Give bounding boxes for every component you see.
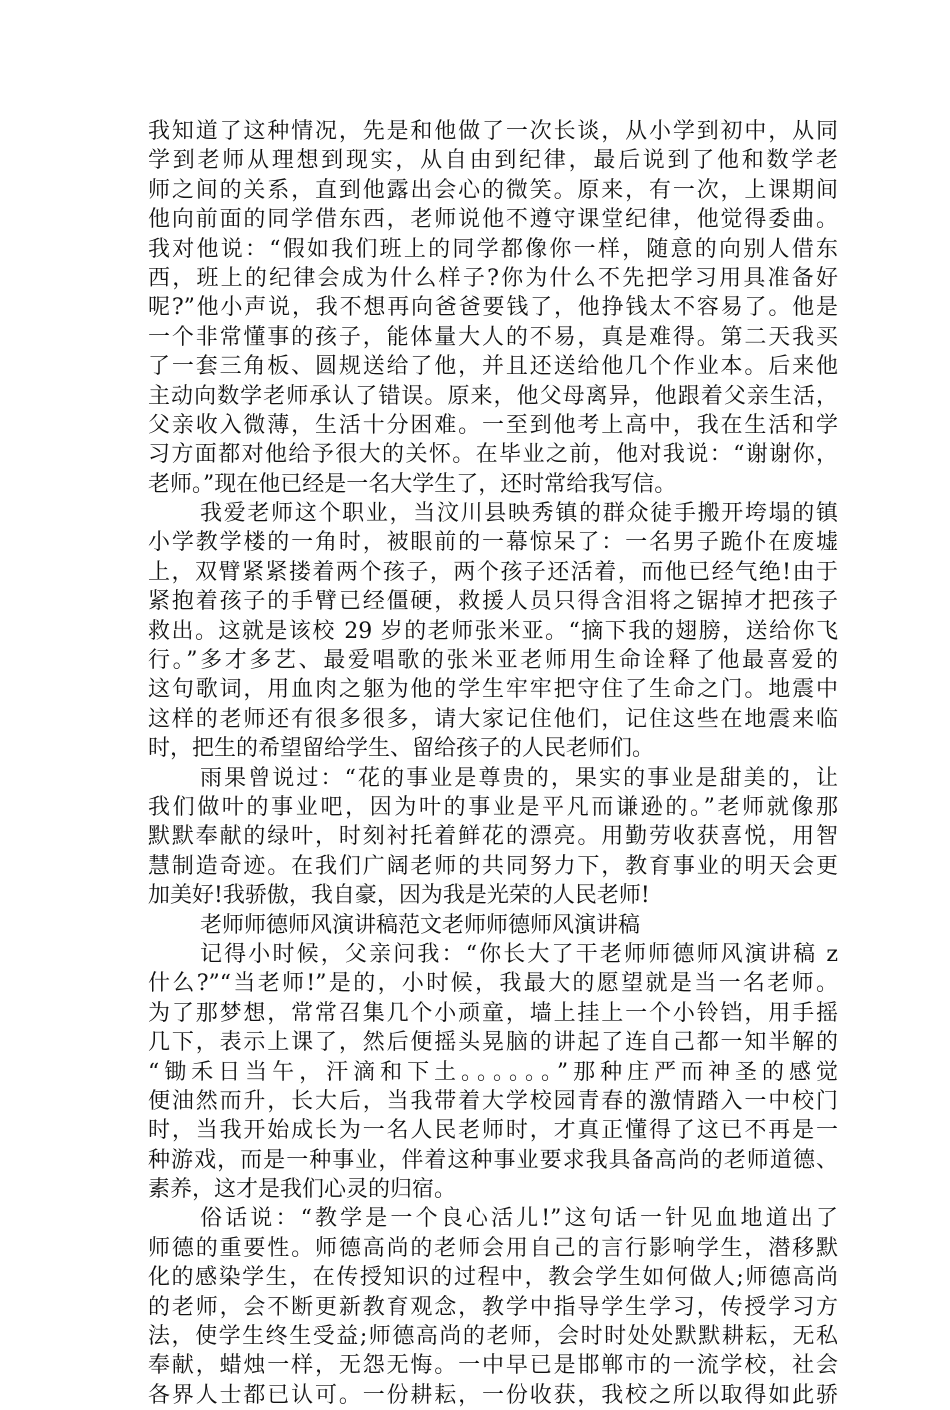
text-line: 什么?”“当老师!”是的，小时候，我最大的愿望就是当一名老师。 [148, 971, 838, 997]
paragraph-first-line: 我爱老师这个职业，当汶川县映秀镇的群众徒手搬开垮塌的镇 [200, 501, 838, 527]
text-line: 我对他说：“假如我们班上的同学都像你一样，随意的向别人借东 [148, 236, 838, 262]
text-line: 呢?”他小声说，我不想再向爸爸要钱了，他挣钱太不容易了。他是 [148, 295, 838, 321]
text-line: 时，当我开始成长为一名人民老师时，才真正懂得了这已不再是一 [148, 1118, 838, 1144]
text-line: 小学教学楼的一角时，被眼前的一幕惊呆了：一名男子跪仆在废墟 [148, 530, 838, 556]
text-line: 父亲收入微薄，生活十分困难。一至到他考上高中，我在生活和学 [148, 412, 838, 438]
text-line: 各界人士都已认可。一份耕耘，一份收获，我校之所以取得如此骄 [148, 1382, 838, 1408]
text-line: 法，使学生终生受益;师德高尚的老师，会时时处处默默耕耘，无私 [148, 1324, 838, 1350]
section-heading: 老师师德师风演讲稿范文老师师德师风演讲稿 [200, 912, 641, 938]
text-line: 慧制造奇迹。在我们广阔老师的共同努力下，教育事业的明天会更 [148, 853, 838, 879]
text-line: 默默奉献的绿叶，时刻衬托着鲜花的漂亮。用勤劳收获喜悦，用智 [148, 824, 838, 850]
text-line: 师德的重要性。师德高尚的老师会用自己的言行影响学生，潜移默 [148, 1235, 838, 1261]
document-body [148, 117, 838, 1410]
paragraph-first-line: 俗话说：“教学是一个良心活儿!”这句话一针见血地道出了 [200, 1206, 838, 1232]
text-line: 时，把生的希望留给学生、留给孩子的人民老师们。 [148, 736, 655, 762]
text-line: 的老师，会不断更新教育观念，教学中指导学生学习，传授学习方 [148, 1294, 838, 1320]
text-line: 紧抱着孩子的手臂已经僵硬，救援人员只得含泪将之锯掉才把孩子 [148, 589, 838, 615]
text-line: 加美好!我骄傲，我自豪，因为我是光荣的人民老师! [148, 883, 650, 909]
text-line: 便油然而升，长大后，当我带着大学校园青春的激情踏入一中校门 [148, 1088, 838, 1114]
text-line: 这句歌词，用血肉之躯为他的学生牢牢把守住了生命之门。地震中 [148, 677, 838, 703]
text-line: 一个非常懂事的孩子，能体量大人的不易，真是难得。第二天我买 [148, 324, 838, 350]
text-line: 这样的老师还有很多很多，请大家记住他们，记住这些在地震来临 [148, 706, 838, 732]
text-line: 化的感染学生，在传授知识的过程中，教会学生如何做人;师德高尚 [148, 1265, 838, 1291]
text-line: 习方面都对他给予很大的关怀。在毕业之前，他对我说：“谢谢你， [148, 442, 838, 468]
text-line: 奉献，蜡烛一样，无怨无悔。一中早已是邯郸市的一流学校，社会 [148, 1353, 838, 1379]
text-line: 了一套三角板、圆规送给了他，并且还送给他几个作业本。后来他 [148, 354, 838, 380]
text-line: 为了那梦想，常常召集几个小顽童，墙上挂上一个小铃铛，用手摇 [148, 1000, 838, 1026]
text-line: 老师。”现在他已经是一名大学生了，还时常给我写信。 [148, 471, 677, 497]
paragraph-first-line: 雨果曾说过：“花的事业是尊贵的，果实的事业是甜美的，让 [200, 765, 838, 791]
text-line: 上，双臂紧紧搂着两个孩子，两个孩子还活着，而他已经气绝!由于 [148, 559, 838, 585]
text-line: 学到老师从理想到现实，从自由到纪律，最后说到了他和数学老 [148, 148, 838, 174]
text-line: 素养，这才是我们心灵的归宿。 [148, 1177, 457, 1203]
text-line: “锄禾日当午，汗滴和下土。。。。。。”那种庄严而神圣的感觉 [148, 1059, 838, 1085]
text-line: 我知道了这种情况，先是和他做了一次长谈，从小学到初中，从同 [148, 119, 838, 144]
text-line: 师之间的关系，直到他露出会心的微笑。原来，有一次，上课期间 [148, 177, 838, 203]
text-line: 他向前面的同学借东西，老师说他不遵守课堂纪律，他觉得委曲。 [148, 207, 838, 233]
text-line: 救出。这就是该校 29 岁的老师张米亚。“摘下我的翅膀，送给你飞 [148, 618, 838, 644]
text-line: 行。”多才多艺、最爱唱歌的张米亚老师用生命诠释了他最喜爱的 [148, 648, 838, 674]
text-line: 主动向数学老师承认了错误。原来，他父母离异，他跟着父亲生活， [148, 383, 838, 409]
paragraph-first-line: 记得小时候，父亲问我：“你长大了干老师师德师风演讲稿 z [200, 941, 838, 967]
text-line: 种游戏，而是一种事业，伴着这种事业要求我具备高尚的老师道德、 [148, 1147, 838, 1173]
text-line: 我们做叶的事业吧，因为叶的事业是平凡而谦逊的。”老师就像那 [148, 794, 838, 820]
text-line: 西，班上的纪律会成为什么样子?你为什么不先把学习用具准备好 [148, 265, 838, 291]
text-line: 几下，表示上课了，然后便摇头晃脑的讲起了连自己都一知半解的 [148, 1030, 838, 1056]
